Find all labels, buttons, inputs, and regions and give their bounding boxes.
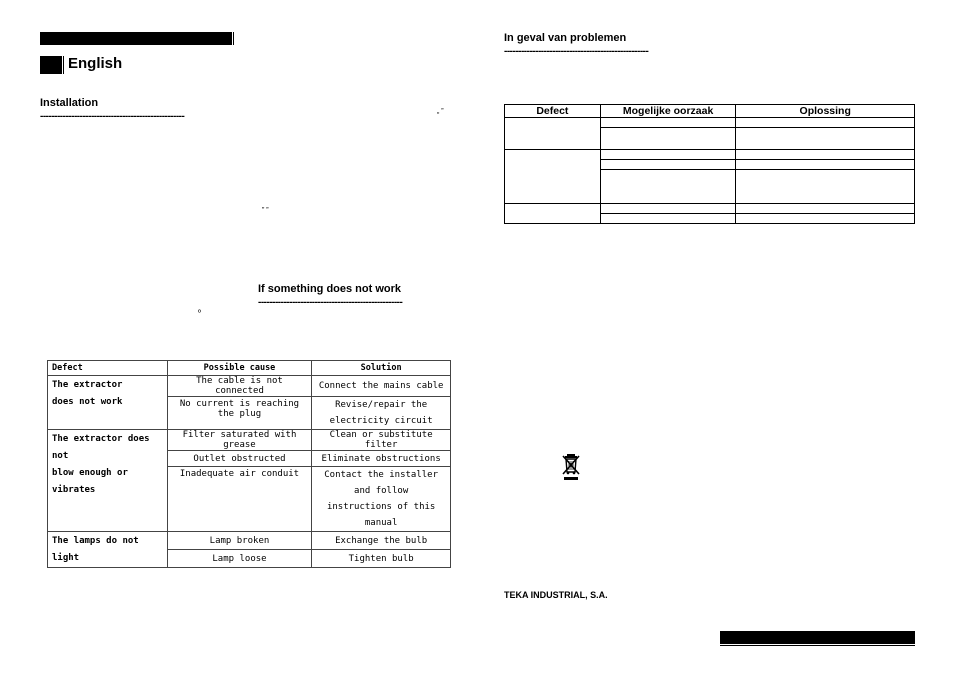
problems-underline-en: ---------------------------------------------------	[258, 297, 403, 308]
table-header-row	[505, 105, 915, 118]
solution-line: Revise/repair the	[335, 400, 428, 410]
cause-cell	[600, 118, 736, 128]
defect-cell	[48, 376, 168, 430]
problems-underline-nl: ---------------------------------------------------	[504, 46, 649, 57]
language-marker-block	[40, 56, 62, 74]
company-name: TEKA INDUSTRIAL, S.A.	[504, 590, 608, 600]
cause-cell	[600, 128, 736, 150]
solution-cell	[736, 160, 915, 170]
solution-cell	[312, 397, 451, 430]
cause-cell	[600, 170, 736, 204]
solution-line: instructions of this manual	[326, 502, 436, 528]
troubleshooting-table-en	[47, 360, 451, 568]
header-defect: Defect	[505, 105, 601, 118]
troubleshooting-table-nl	[504, 104, 915, 224]
solution-line: electricity circuit	[329, 416, 433, 426]
cause-cell	[600, 160, 736, 170]
solution-cell	[736, 150, 915, 160]
degree-mark: º	[198, 308, 201, 317]
defect-cell	[505, 150, 601, 204]
header-bar-left	[40, 32, 232, 45]
header-solution: Oplossing	[736, 105, 915, 118]
solution-cell	[312, 467, 451, 532]
solution-cell	[736, 170, 915, 204]
footer-bar-right	[720, 631, 915, 644]
solution-cell	[736, 204, 915, 214]
cause-cell: Filter saturated with grease	[167, 430, 312, 451]
defect-line: blow enough or vibrates	[52, 468, 128, 495]
solution-cell: Connect the mains cable	[312, 376, 451, 397]
solution-cell: Exchange the bulb	[312, 532, 451, 550]
installation-underline: ---------------------------------------------------	[40, 111, 185, 122]
defect-line: does not work	[52, 397, 123, 407]
cause-cell	[600, 214, 736, 224]
solution-line: Contact the installer and follow	[324, 470, 439, 496]
crossed-out-wheelie-bin-icon	[561, 453, 581, 481]
cause-cell: The cable is not connected	[167, 376, 312, 397]
solution-cell	[736, 118, 915, 128]
table-row	[48, 376, 451, 397]
cause-cell: Lamp broken	[167, 532, 312, 550]
defect-cell	[48, 532, 168, 568]
table-row	[505, 204, 915, 214]
problems-heading-en: If something does not work	[258, 283, 402, 295]
cause-cell: Inadequate air conduit	[167, 467, 312, 532]
cause-cell	[600, 150, 736, 160]
solution-cell	[736, 128, 915, 150]
language-title: English	[68, 55, 123, 72]
cause-cell: Outlet obstructed	[167, 451, 312, 467]
solution-cell: Eliminate obstructions	[312, 451, 451, 467]
solution-cell	[736, 214, 915, 224]
header-cause: Possible cause	[167, 361, 312, 376]
defect-line: The extractor does not	[52, 434, 150, 461]
cause-cell: Lamp loose	[167, 550, 312, 568]
language-marker-tick	[63, 56, 64, 74]
cause-cell: No current is reaching the plug	[167, 397, 312, 430]
defect-line: The extractor	[52, 380, 123, 390]
table-row	[505, 118, 915, 128]
table-row	[48, 532, 451, 550]
table-row	[48, 430, 451, 451]
table-header-row	[48, 361, 451, 376]
table-row	[505, 150, 915, 160]
header-cause: Mogelijke oorzaak	[600, 105, 736, 118]
header-bar-left-tick	[233, 32, 234, 45]
defect-cell	[48, 430, 168, 532]
installation-heading: Installation	[40, 97, 99, 109]
quote-mark-1: „ ”	[437, 108, 444, 115]
solution-cell: Clean or substitute filter	[312, 430, 451, 451]
header-defect: Defect	[48, 361, 168, 376]
problems-heading-nl: In geval van problemen	[504, 32, 627, 44]
footer-bar-right-line	[720, 645, 915, 646]
quote-mark-2: ” ”	[262, 207, 269, 214]
solution-cell: Tighten bulb	[312, 550, 451, 568]
header-solution: Solution	[312, 361, 451, 376]
defect-cell	[505, 204, 601, 224]
defect-line: The lamps do not light	[52, 536, 139, 563]
cause-cell	[600, 204, 736, 214]
defect-cell	[505, 118, 601, 150]
